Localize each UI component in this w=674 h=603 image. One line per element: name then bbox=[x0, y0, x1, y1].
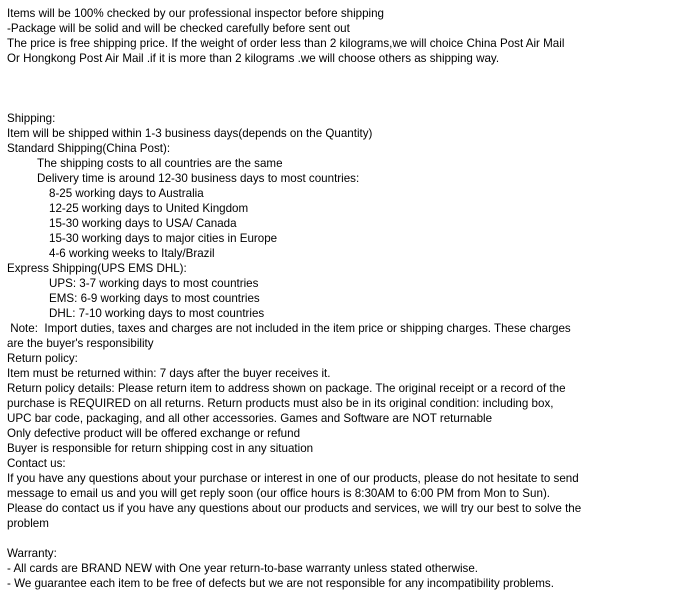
return-window-line: Item must be returned within: 7 days after the buyer receives it. bbox=[7, 367, 331, 380]
business-days-line: Item will be shipped within 1-3 business days(depends on the Quantity) bbox=[7, 127, 373, 140]
return-details-line: purchase is REQUIRED on all returns. Return products must also be in its original condition: including box, bbox=[7, 397, 554, 410]
express-option: DHL: 7-10 working days to most countries bbox=[49, 307, 265, 320]
import-duties-note: Note: Import duties, taxes and charges are not included in the item price or shipping charges. These charges bbox=[7, 322, 571, 335]
listing-description bbox=[7, 6, 667, 591]
standard-shipping-heading: Standard Shipping(China Post): bbox=[7, 142, 171, 155]
return-policy-heading: Return policy: bbox=[7, 352, 78, 365]
destination-item: 8-25 working days to Australia bbox=[49, 187, 204, 200]
warranty-item: - We guarantee each item to be free of defects but we are not responsible for any incompatibility problems. bbox=[7, 577, 554, 590]
import-duties-note-continued: are the buyer's responsibility bbox=[7, 337, 154, 350]
contact-questions-line: message to email us and you will get reply soon (our office hours is 8:30AM to 6:00 PM from Mon to Sun). bbox=[7, 487, 551, 500]
contact-please-line: Please do contact us if you have any questions about our products and services, we will try our best to solve the bbox=[7, 502, 582, 515]
destination-item: 15-30 working days to USA/ Canada bbox=[49, 217, 237, 230]
price-line: The price is free shipping price. If the weight of order less than 2 kilograms,we will choice China Post Air Mail bbox=[7, 37, 565, 50]
warranty-heading: Warranty: bbox=[7, 547, 57, 560]
blank-line bbox=[7, 66, 667, 81]
delivery-time-line: Delivery time is around 12-30 business days to most countries: bbox=[37, 172, 360, 185]
return-details-line: Return policy details: Please return item to address shown on package. The original receipt or a record of the bbox=[7, 382, 566, 395]
destination-item: 12-25 working days to United Kingdom bbox=[49, 202, 249, 215]
return-details-line: UPC bar code, packaging, and all other accessories. Games and Software are NOT returnable bbox=[7, 412, 493, 425]
return-cost-line: Buyer is responsible for return shipping cost in any situation bbox=[7, 442, 314, 455]
inspection-line: Items will be 100% checked by our professional inspector before shipping bbox=[7, 7, 385, 20]
express-option: EMS: 6-9 working days to most countries bbox=[49, 292, 260, 305]
express-shipping-heading: Express Shipping(UPS EMS DHL): bbox=[7, 262, 187, 275]
price-line-continued: Or Hongkong Post Air Mail .if it is more than 2 kilograms .we will choose others as shipping way. bbox=[7, 52, 500, 65]
contact-questions-line: If you have any questions about your purchase or interest in one of our products, please do not hesitate to send bbox=[7, 472, 579, 485]
express-option: UPS: 3-7 working days to most countries bbox=[49, 277, 259, 290]
contact-heading: Contact us: bbox=[7, 457, 66, 470]
destination-item: 4-6 working weeks to Italy/Brazil bbox=[49, 247, 215, 260]
shipping-heading: Shipping: bbox=[7, 112, 56, 125]
warranty-item: - All cards are BRAND NEW with One year return-to-base warranty unless stated otherwise. bbox=[7, 562, 479, 575]
blank-line bbox=[7, 81, 667, 96]
same-cost-line: The shipping costs to all countries are the same bbox=[37, 157, 283, 170]
blank-line bbox=[7, 96, 667, 111]
contact-please-line: problem bbox=[7, 517, 49, 530]
package-line: -Package will be solid and will be checked carefully before sent out bbox=[7, 22, 350, 35]
destination-item: 15-30 working days to major cities in Europe bbox=[49, 232, 278, 245]
blank-line bbox=[7, 531, 667, 546]
defective-line: Only defective product will be offered exchange or refund bbox=[7, 427, 301, 440]
